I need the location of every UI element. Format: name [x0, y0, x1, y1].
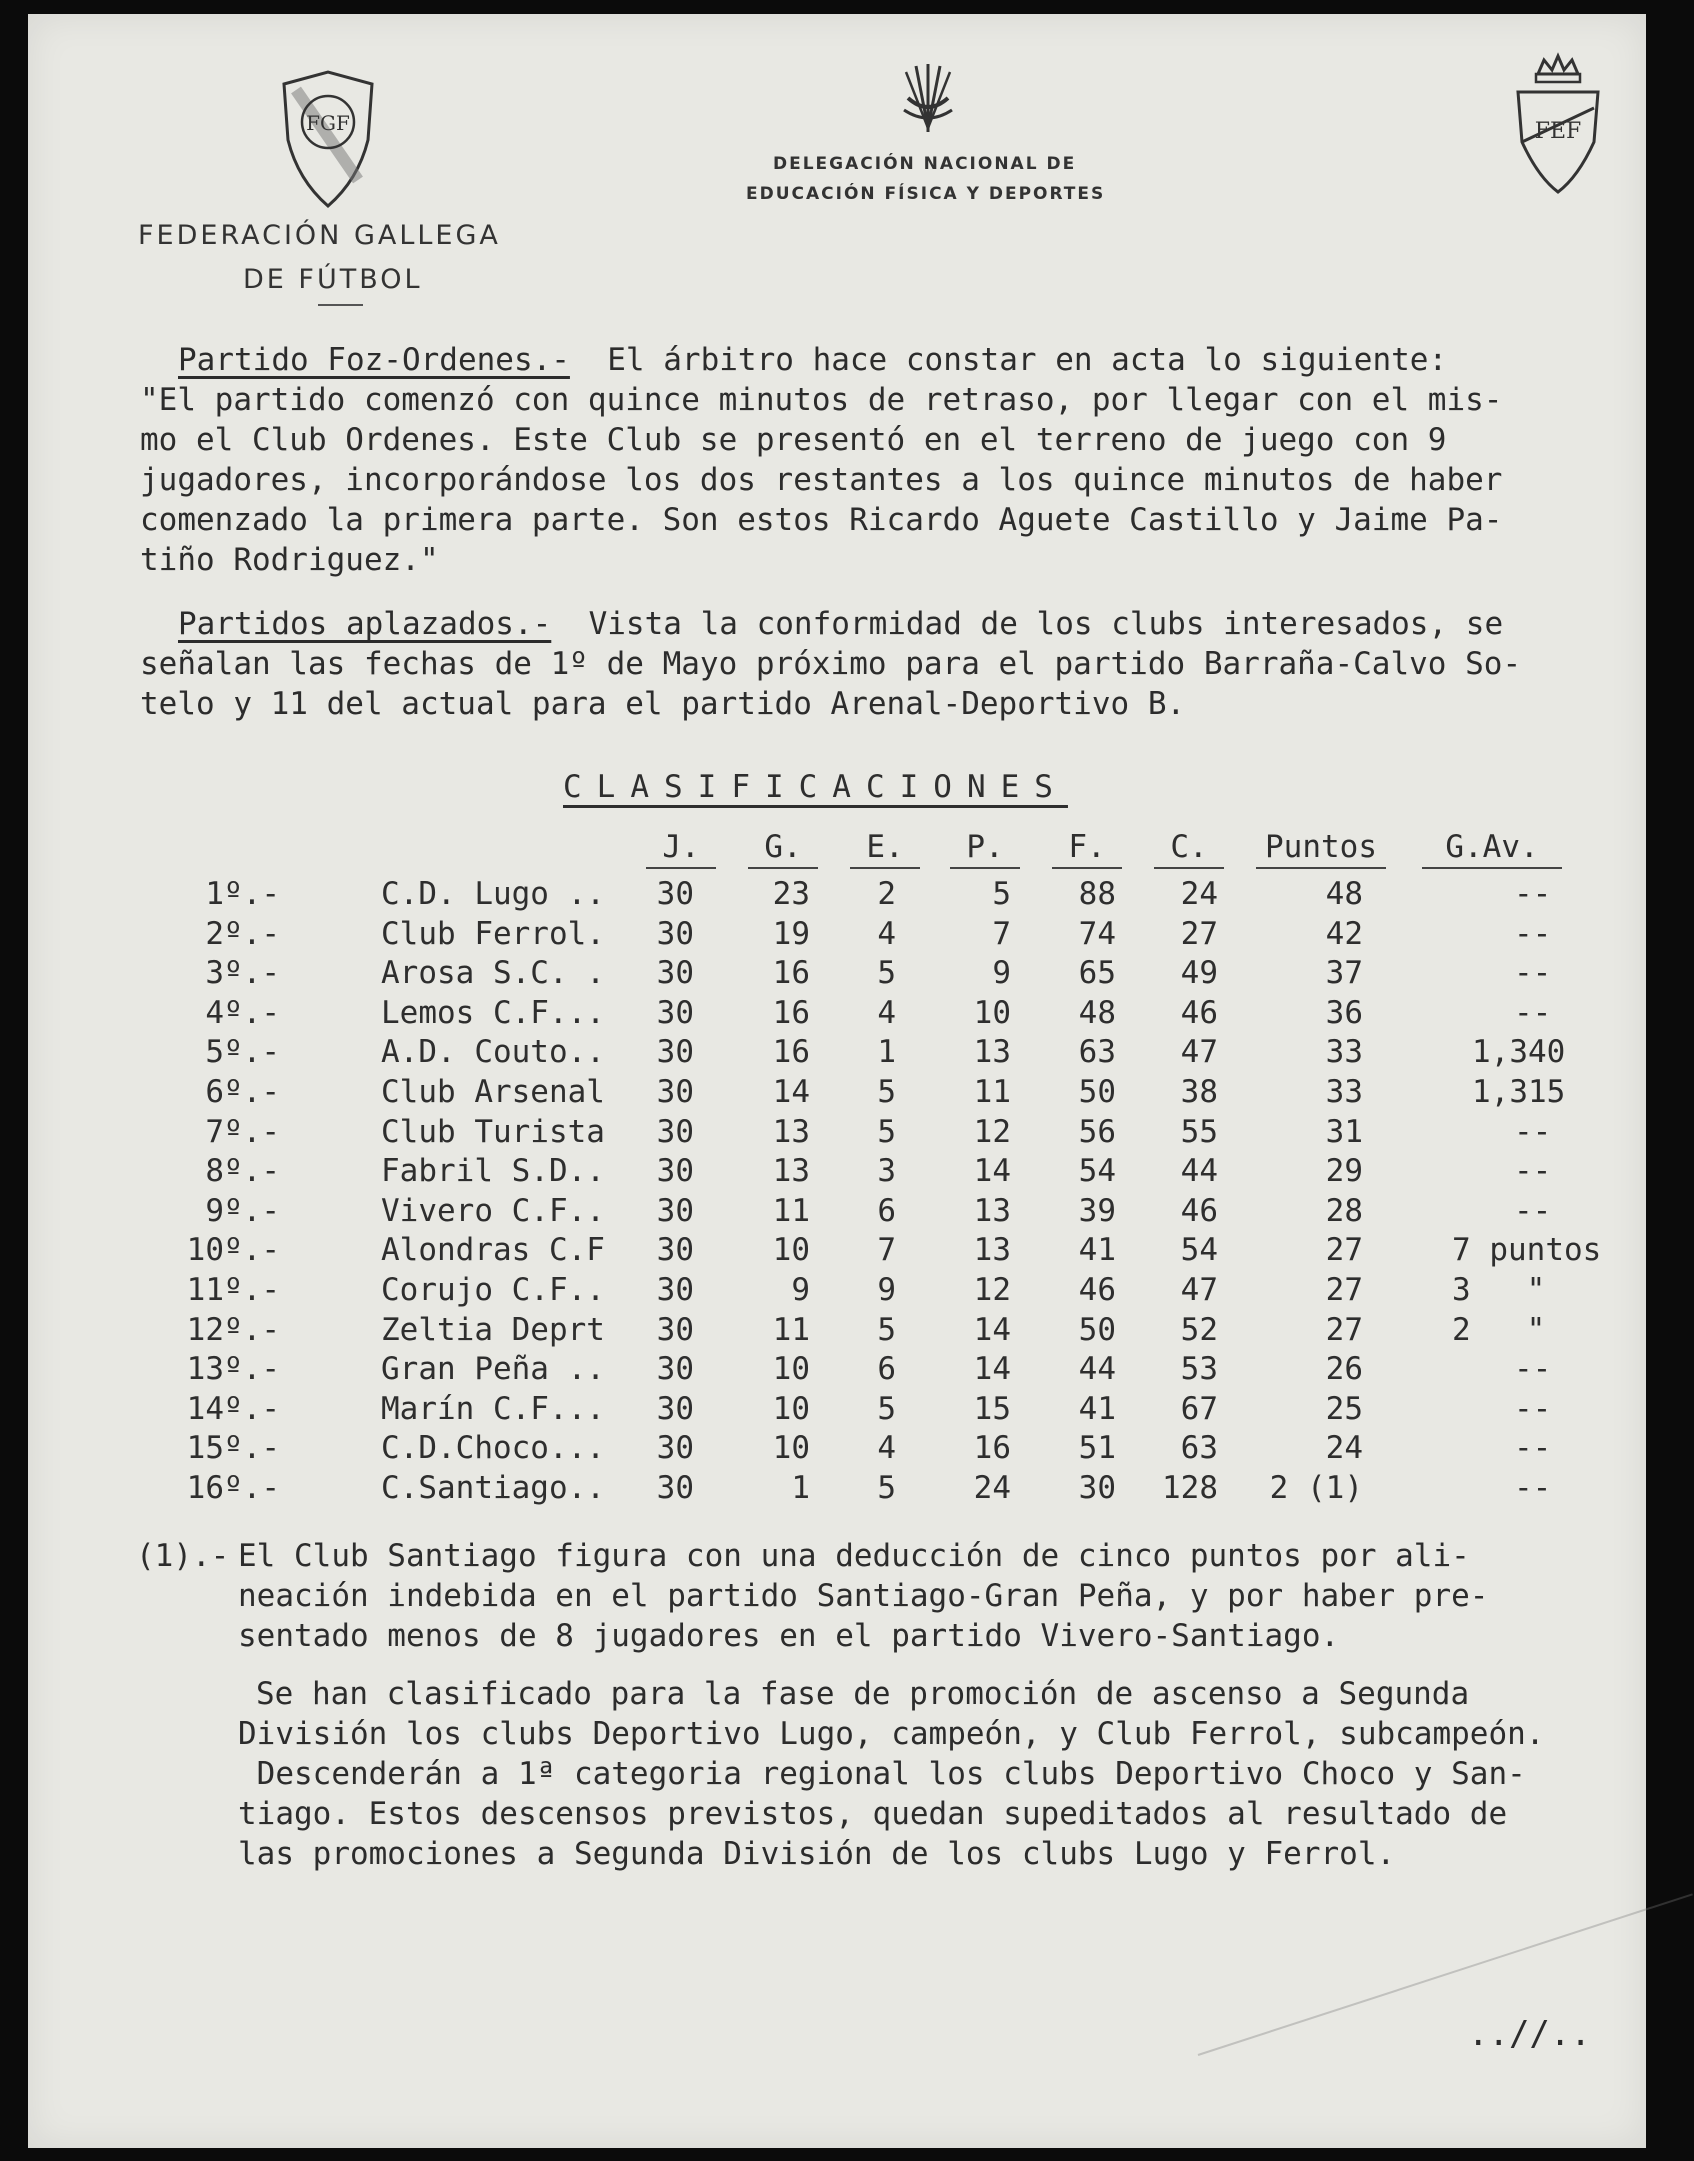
row-cell-pts: 27 — [1325, 1232, 1363, 1269]
row-cell-g: 11 — [772, 1192, 810, 1229]
row-cell-f: 50 — [1078, 1311, 1116, 1348]
row-team-name: Marín C.F... — [381, 1390, 605, 1427]
table-row — [28, 1153, 1646, 1193]
row-cell-f: 56 — [1078, 1113, 1116, 1150]
section1-line: mo el Club Ordenes. Este Club se presentó en el terreno de juego con 9 — [140, 422, 1447, 458]
row-cell-gav: 2 " — [1452, 1311, 1546, 1348]
row-cell-pts: 28 — [1325, 1192, 1363, 1229]
row-position: 5º.- — [205, 1034, 280, 1071]
row-cell-f: 50 — [1078, 1074, 1116, 1110]
row-cell-pts: 31 — [1325, 1113, 1363, 1150]
row-cell-gav: -- — [1514, 1192, 1552, 1229]
row-cell-e: 2 — [877, 876, 896, 912]
row-cell-j: 30 — [656, 1232, 694, 1269]
row-cell-j: 30 — [656, 1272, 694, 1308]
document-page — [28, 14, 1646, 2148]
row-cell-p: 13 — [973, 1232, 1011, 1269]
closing-line: las promociones a Segunda División de los clubs Lugo y Ferrol. — [238, 1836, 1396, 1872]
col-header-p: P. — [950, 829, 1020, 869]
row-cell-p: 12 — [973, 1113, 1011, 1150]
section1-line: jugadores, incorporándose los dos restantes a los quince minutos de haber — [140, 462, 1503, 498]
row-cell-j: 30 — [656, 994, 694, 1031]
section1-line: tiño Rodriguez." — [140, 542, 439, 578]
row-team-name: C.D. Lugo .. — [381, 876, 605, 912]
row-cell-g: 23 — [772, 876, 810, 912]
row-cell-c: 52 — [1180, 1311, 1218, 1348]
row-cell-j: 30 — [656, 1430, 694, 1467]
section1-heading: Partido Foz-Ordenes.- — [178, 342, 570, 378]
row-cell-c: 44 — [1180, 1153, 1218, 1190]
table-row — [28, 1391, 1646, 1431]
row-cell-e: 3 — [877, 1153, 896, 1190]
row-cell-pts: 29 — [1325, 1153, 1363, 1190]
closing-line: Se han clasificado para la fase de promoción de ascenso a Segunda — [256, 1676, 1470, 1712]
row-position: 3º.- — [205, 955, 280, 992]
row-team-name: C.Santiago.. — [381, 1470, 605, 1506]
row-cell-e: 4 — [877, 915, 896, 952]
row-cell-c: 47 — [1180, 1034, 1218, 1071]
row-cell-pts: 27 — [1325, 1272, 1363, 1308]
row-cell-f: 41 — [1078, 1390, 1116, 1427]
row-position: 15º.- — [186, 1430, 280, 1467]
row-cell-g: 10 — [772, 1430, 810, 1467]
row-cell-gav: -- — [1514, 1470, 1552, 1506]
row-cell-g: 14 — [772, 1074, 810, 1110]
row-cell-gav: 7 puntos — [1452, 1232, 1602, 1269]
row-cell-j: 30 — [656, 1153, 694, 1190]
table-row — [28, 995, 1646, 1035]
row-position: 9º.- — [205, 1192, 280, 1229]
table-row — [28, 1232, 1646, 1272]
row-position: 12º.- — [186, 1311, 280, 1348]
row-cell-gav: -- — [1514, 1113, 1552, 1150]
row-cell-f: 39 — [1078, 1192, 1116, 1229]
federation-name-line1: FEDERACIÓN GALLEGA — [138, 220, 501, 251]
row-cell-gav: -- — [1514, 994, 1552, 1031]
paper-crease — [1198, 1893, 1693, 2056]
section2-heading: Partidos aplazados.- — [178, 606, 552, 642]
row-cell-gav: 1,340 — [1472, 1034, 1566, 1071]
row-cell-j: 30 — [656, 955, 694, 992]
table-row — [28, 876, 1646, 916]
row-cell-gav: -- — [1514, 876, 1552, 912]
row-cell-j: 30 — [656, 1351, 694, 1388]
section1-line: El árbitro hace constar en acta lo siguiente: — [607, 342, 1448, 378]
row-cell-f: 74 — [1078, 915, 1116, 952]
row-cell-g: 13 — [772, 1113, 810, 1150]
row-cell-e: 6 — [877, 1351, 896, 1388]
row-cell-j: 30 — [656, 1470, 694, 1506]
table-row — [28, 1034, 1646, 1074]
row-cell-g: 10 — [772, 1351, 810, 1388]
row-position: 10º.- — [186, 1232, 280, 1269]
closing-line: División los clubs Deportivo Lugo, campeón, y Club Ferrol, subcampeón. — [238, 1716, 1545, 1752]
row-cell-g: 16 — [772, 1034, 810, 1071]
row-cell-g: 10 — [772, 1232, 810, 1269]
row-cell-f: 88 — [1078, 876, 1116, 912]
row-team-name: Vivero C.F.. — [381, 1192, 605, 1229]
row-cell-pts: 33 — [1325, 1034, 1363, 1071]
row-team-name: C.D.Choco... — [381, 1430, 605, 1467]
row-cell-g: 13 — [772, 1153, 810, 1190]
row-cell-f: 65 — [1078, 955, 1116, 992]
col-header-j: J. — [646, 829, 716, 869]
row-cell-e: 9 — [877, 1272, 896, 1308]
row-cell-j: 30 — [656, 1192, 694, 1229]
row-cell-p: 16 — [973, 1430, 1011, 1467]
row-cell-e: 5 — [877, 1390, 896, 1427]
section1-line: "El partido comenzó con quince minutos de retraso, por llegar con el mis- — [140, 382, 1503, 418]
table-row — [28, 955, 1646, 995]
row-cell-j: 30 — [656, 915, 694, 952]
row-team-name: Arosa S.C. . — [381, 955, 605, 992]
row-cell-j: 30 — [656, 876, 694, 912]
col-header-g: G. — [748, 829, 818, 869]
row-position: 14º.- — [186, 1390, 280, 1427]
row-cell-gav: -- — [1514, 1153, 1552, 1190]
row-cell-gav: -- — [1514, 1390, 1552, 1427]
row-cell-f: 48 — [1078, 994, 1116, 1031]
row-cell-c: 46 — [1180, 994, 1218, 1031]
row-cell-e: 6 — [877, 1192, 896, 1229]
closing-line: Descenderán a 1ª categoria regional los clubs Deportivo Choco y San- — [238, 1756, 1526, 1792]
row-cell-j: 30 — [656, 1390, 694, 1427]
col-header-f: F. — [1052, 829, 1122, 869]
table-row — [28, 1470, 1646, 1510]
row-cell-pts: 25 — [1325, 1390, 1363, 1427]
row-position: 7º.- — [205, 1113, 280, 1150]
table-row — [28, 916, 1646, 956]
federation-name-line2: DE FÚTBOL — [243, 264, 423, 295]
row-cell-pts: 36 — [1325, 994, 1363, 1031]
row-cell-p: 24 — [973, 1470, 1011, 1506]
row-cell-g: 19 — [772, 915, 810, 952]
row-cell-p: 15 — [973, 1390, 1011, 1427]
delegation-title-line2: EDUCACIÓN FÍSICA Y DEPORTES — [746, 184, 1106, 204]
row-cell-e: 5 — [877, 955, 896, 992]
row-cell-p: 13 — [973, 1192, 1011, 1229]
row-cell-f: 41 — [1078, 1232, 1116, 1269]
row-cell-p: 14 — [973, 1311, 1011, 1348]
row-position: 8º.- — [205, 1153, 280, 1190]
table-row — [28, 1272, 1646, 1312]
table-row — [28, 1351, 1646, 1391]
yoke-arrows-emblem — [898, 58, 958, 142]
section2-line: Vista la conformidad de los clubs interesados, se — [588, 606, 1504, 642]
row-cell-p: 12 — [973, 1272, 1011, 1308]
row-cell-f: 54 — [1078, 1153, 1116, 1190]
row-cell-gav: -- — [1514, 1430, 1552, 1467]
row-cell-c: 55 — [1180, 1113, 1218, 1150]
row-cell-c: 128 — [1162, 1470, 1218, 1506]
row-cell-e: 7 — [877, 1232, 896, 1269]
footnote-line: neación indebida en el partido Santiago-Gran Peña, y por haber pre- — [238, 1578, 1489, 1614]
footnote-line: sentado menos de 8 jugadores en el partido Vivero-Santiago. — [238, 1618, 1340, 1654]
spanish-federation-crest — [1508, 52, 1608, 206]
row-cell-g: 11 — [772, 1311, 810, 1348]
row-cell-j: 30 — [656, 1311, 694, 1348]
section1-first-line — [178, 340, 1447, 380]
row-cell-p: 13 — [973, 1034, 1011, 1071]
row-team-name: A.D. Couto.. — [381, 1034, 605, 1071]
row-team-name: Corujo C.F.. — [381, 1272, 605, 1308]
footnote-line: El Club Santiago figura con una deducción de cinco puntos por ali- — [238, 1538, 1470, 1574]
col-header-c: C. — [1154, 829, 1224, 869]
footnote-marker: (1).- — [136, 1538, 230, 1574]
closing-line: tiago. Estos descensos previstos, quedan supeditados al resultado de — [238, 1796, 1508, 1832]
table-row — [28, 1312, 1646, 1352]
row-cell-gav: 3 " — [1452, 1272, 1546, 1308]
row-position: 16º.- — [186, 1470, 280, 1506]
row-team-name: Gran Peña .. — [381, 1351, 605, 1388]
row-cell-c: 46 — [1180, 1192, 1218, 1229]
row-cell-gav: -- — [1514, 915, 1552, 952]
table-row — [28, 1074, 1646, 1114]
row-cell-pts: 42 — [1325, 915, 1363, 952]
row-team-name: Club Turista — [381, 1113, 605, 1150]
row-team-name: Zeltia Deprt — [381, 1311, 605, 1348]
classification-title: CLASIFICACIONES — [563, 769, 1068, 805]
row-team-name: Club Arsenal — [381, 1074, 605, 1110]
row-cell-g: 9 — [791, 1272, 810, 1308]
row-cell-c: 47 — [1180, 1272, 1218, 1308]
row-cell-e: 1 — [877, 1034, 896, 1071]
row-cell-e: 4 — [877, 1430, 896, 1467]
row-position: 6º.- — [205, 1074, 280, 1110]
row-cell-p: 11 — [973, 1074, 1011, 1110]
row-cell-e: 5 — [877, 1470, 896, 1506]
row-cell-p: 7 — [992, 915, 1011, 952]
row-cell-j: 30 — [656, 1034, 694, 1071]
row-cell-p: 14 — [973, 1351, 1011, 1388]
table-row — [28, 1430, 1646, 1470]
row-cell-f: 51 — [1078, 1430, 1116, 1467]
row-cell-f: 46 — [1078, 1272, 1116, 1308]
row-position: 1º.- — [205, 876, 280, 912]
federation-shield-logo — [278, 70, 378, 214]
row-cell-f: 63 — [1078, 1034, 1116, 1071]
row-cell-c: 38 — [1180, 1074, 1218, 1110]
row-cell-c: 63 — [1180, 1430, 1218, 1467]
row-cell-c: 49 — [1180, 955, 1218, 992]
row-cell-gav: -- — [1514, 955, 1552, 992]
row-cell-f: 30 — [1078, 1470, 1116, 1506]
section2-line: señalan las fechas de 1º de Mayo próximo para el partido Barraña-Calvo So- — [140, 646, 1522, 682]
row-team-name: Fabril S.D.. — [381, 1153, 605, 1190]
col-header-e: E. — [850, 829, 920, 869]
row-cell-g: 16 — [772, 994, 810, 1031]
row-cell-gav: -- — [1514, 1351, 1552, 1388]
delegation-title-line1: DELEGACIÓN NACIONAL DE — [773, 154, 1077, 174]
row-position: 2º.- — [205, 915, 280, 952]
row-cell-e: 4 — [877, 994, 896, 1031]
row-cell-c: 53 — [1180, 1351, 1218, 1388]
row-cell-p: 9 — [992, 955, 1011, 992]
row-cell-c: 27 — [1180, 915, 1218, 952]
row-team-name: Club Ferrol. — [381, 915, 605, 952]
svg-text:FEF: FEF — [1534, 119, 1582, 144]
row-cell-e: 5 — [877, 1311, 896, 1348]
row-position: 4º.- — [205, 994, 280, 1031]
row-cell-c: 67 — [1180, 1390, 1218, 1427]
row-cell-pts: 33 — [1325, 1074, 1363, 1110]
col-header-gav: G.Av. — [1422, 829, 1562, 869]
row-cell-p: 5 — [992, 876, 1011, 912]
svg-text:FGF: FGF — [306, 111, 350, 135]
row-team-name: Lemos C.F... — [381, 994, 605, 1031]
row-cell-j: 30 — [656, 1113, 694, 1150]
row-cell-pts: 2 (1) — [1269, 1470, 1363, 1506]
row-cell-e: 5 — [877, 1074, 896, 1110]
row-cell-pts: 26 — [1325, 1351, 1363, 1388]
page-continuation-marker: ..//.. — [1468, 2014, 1591, 2054]
row-cell-pts: 48 — [1325, 876, 1363, 912]
row-cell-j: 30 — [656, 1074, 694, 1110]
row-cell-p: 14 — [973, 1153, 1011, 1190]
row-cell-pts: 27 — [1325, 1311, 1363, 1348]
header-divider — [318, 304, 363, 306]
section2-line: telo y 11 del actual para el partido Arenal-Deportivo B. — [140, 686, 1186, 722]
row-cell-g: 1 — [791, 1470, 810, 1506]
row-cell-c: 54 — [1180, 1232, 1218, 1269]
row-cell-e: 5 — [877, 1113, 896, 1150]
col-header-puntos: Puntos — [1256, 829, 1386, 869]
row-cell-f: 44 — [1078, 1351, 1116, 1388]
row-cell-c: 24 — [1180, 876, 1218, 912]
section1-line: comenzado la primera parte. Son estos Ricardo Aguete Castillo y Jaime Pa- — [140, 502, 1503, 538]
row-cell-g: 16 — [772, 955, 810, 992]
row-position: 11º.- — [186, 1272, 280, 1308]
row-cell-gav: 1,315 — [1472, 1074, 1566, 1110]
row-cell-pts: 24 — [1325, 1430, 1363, 1467]
row-position: 13º.- — [186, 1351, 280, 1388]
row-cell-p: 10 — [973, 994, 1011, 1031]
table-row — [28, 1193, 1646, 1233]
row-team-name: Alondras C.F — [381, 1232, 605, 1269]
row-cell-pts: 37 — [1325, 955, 1363, 992]
row-cell-g: 10 — [772, 1390, 810, 1427]
table-row — [28, 1114, 1646, 1154]
section2-first-line — [178, 604, 1503, 644]
